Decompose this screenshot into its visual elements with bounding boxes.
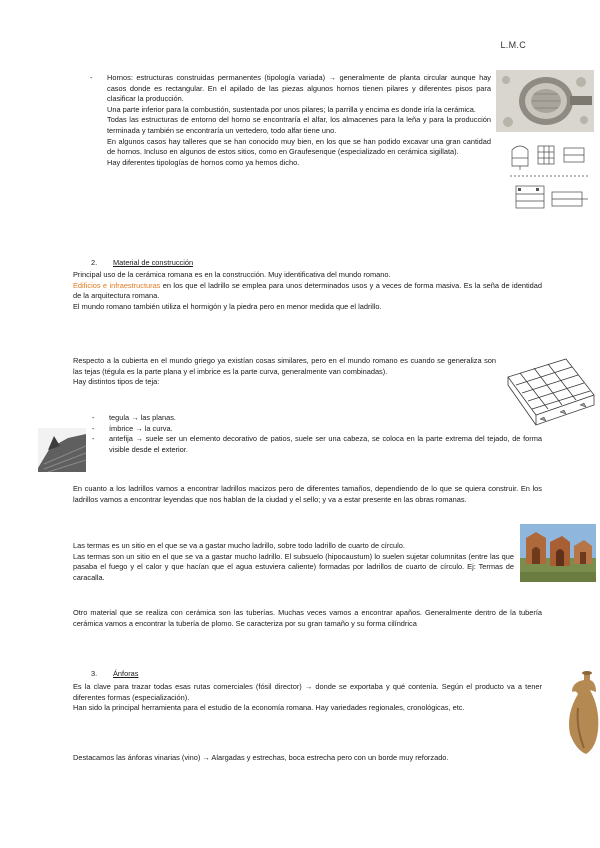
tile-item-text: ímbrice → la curva. xyxy=(109,423,173,433)
section-3-paragraph-3: Destacamos las ánforas vinarias (vino) → Alargadas y estrechas, boca estrecha pero con un borde muy reforzado. xyxy=(73,753,449,762)
section-3-number: 3. xyxy=(91,669,98,678)
section-2-paragraph-2 xyxy=(73,281,542,302)
section-3-title: Ánforas xyxy=(113,669,139,678)
section-2-paragraph-4: Respecto a la cubierta en el mundo griego ya existían cosas similares, pero en el mundo romano es cuando se generaliza son las tejas (tégula es la parte plana y el imbrice es la parte curva, generalmente van combinadas). xyxy=(73,356,496,376)
pipes-paragraph xyxy=(73,608,542,629)
amphorae-paragraphs xyxy=(73,682,542,714)
section-2-paragraph-7: Las termas es un sitio en el que se va a gastar mucho ladrillo, sobre todo ladrillo de cuarto de círculo. xyxy=(73,541,405,550)
bullet-dash: - xyxy=(92,413,95,422)
tile-item-imbrice xyxy=(92,423,542,435)
tile-item-text: antefija → suele ser un elemento decorativo de patios, suele ser una cabeza, se coloca en la parte extrema del tejado, de forma visible desde el exterior. xyxy=(109,434,542,454)
section-2-paragraph-2-rest: en los que el ladrillo se emplea para unos determinados usos y a veces de forma masiva. Es la seña de identidad de la arquitectura romana. xyxy=(73,280,543,301)
hornos-paragraph-5: Hay diferentes tipologías de hornos como ya hemos dicho. xyxy=(107,157,300,167)
section-2-paragraph-8: Las termas son un sitio en el que se va a gastar mucho ladrillo. El subsuelo (hipocaustum) lo suelen sujetar columnitas (entre las que pasaba el fuego y el calor y que hacían que el agua estuviera caliente) formadas por ladrillos de cuarto de círculo. Ej: Termas de caracalla. xyxy=(73,551,514,582)
section-2-title: Material de construcción xyxy=(113,258,194,267)
baths-of-caracalla-photo xyxy=(520,524,596,582)
tile-item-text: tegula → las planas. xyxy=(109,413,176,422)
section-2-paragraph-1: Principal uso de la cerámica romana es en la construcción. Muy identificativa del mundo romano. xyxy=(73,270,391,279)
baths-paragraphs xyxy=(73,541,514,583)
tile-item-antefija xyxy=(92,434,542,455)
section-2-intro xyxy=(73,270,542,312)
roof-paragraph xyxy=(73,356,496,388)
bullet-dash: - xyxy=(92,423,95,433)
hornos-block xyxy=(90,73,491,168)
hornos-paragraph-3: Todas las estructuras de entorno del horno se encontraría el alfar, los almacenes para la leña y para la producción terminada y también se encontraría un vertedero, todo alfar tiene uno. xyxy=(107,115,491,135)
hornos-paragraph-4: En algunos casos hay talleres que se han conocido muy bien, en los que se han podido excavar una gran cantidad de hornos. Incluso en algunos de estos sitios, como en Graufesenque (especializado en cerámica sigillata). xyxy=(107,136,491,157)
wine-amphorae-paragraph xyxy=(73,753,542,764)
highlight-buildings: Edificios e infraestructuras xyxy=(73,280,161,290)
kiln-photo xyxy=(496,70,594,132)
bullet-dash: - xyxy=(90,73,93,82)
bullet-dash: - xyxy=(92,434,95,444)
hornos-bullet xyxy=(90,73,491,105)
antefix-photo xyxy=(38,428,86,472)
hornos-paragraph-1: Hornos: estructuras construidas permanentes (tipología variada) → generalmente de planta circular aunque hay casos donde es rectangular. En el apilado de las piezas algunos hornos tienen pilares y diferentes pisos para clasificar la producción. xyxy=(107,73,491,104)
section-2-paragraph-3: El mundo romano también utiliza el hormigón y la piedra pero en menor medida que el ladrillo. xyxy=(73,301,382,311)
hornos-paragraph-2: Una parte inferior para la combustión, sustentada por unos pilares; la parrilla y encima es donde iría la cerámica. xyxy=(107,104,476,114)
section-2-paragraph-5: Hay distintos tipos de teja: xyxy=(73,377,160,387)
tile-item-tegula xyxy=(92,413,542,424)
section-3-paragraph-2: Han sido la principal herramienta para el estudio de la economía romana. Hay variedades regionales, cronológicas, etc. xyxy=(73,703,465,713)
tile-types-list xyxy=(92,413,542,455)
section-2-heading xyxy=(91,258,193,269)
author-initials: L.M.C xyxy=(500,40,526,50)
section-3-heading xyxy=(91,669,138,680)
section-3-paragraph-1: Es la clave para trazar todas esas rutas comerciales (fósil director) → donde se exportaba y qué contenía. Según el producto va a tener diferentes formas (especialización). xyxy=(73,682,542,702)
amphora-photo xyxy=(566,668,600,758)
section-2-paragraph-6: En cuanto a los ladrillos vamos a encontrar ladrillos macizos pero de diferentes tamaños, dependiendo de lo que se quiera construir. En los ladrillos vamos a encontrar leyendas que nos hablan de la ciudad y el sello; y va a estar presente en las obras romanas. xyxy=(73,484,542,504)
kiln-diagram xyxy=(508,140,590,222)
section-2-paragraph-9: Otro material que se realiza con cerámica son las tuberías. Muchas veces vamos a encontrar apaños. Generalmente dentro de la tubería cerámica vamos a encontrar la tubería de plomo. Se caracteriza por su gran tamaño y su forma cilíndrica xyxy=(73,608,542,628)
bricks-paragraph xyxy=(73,484,542,505)
section-2-number: 2. xyxy=(91,258,98,267)
